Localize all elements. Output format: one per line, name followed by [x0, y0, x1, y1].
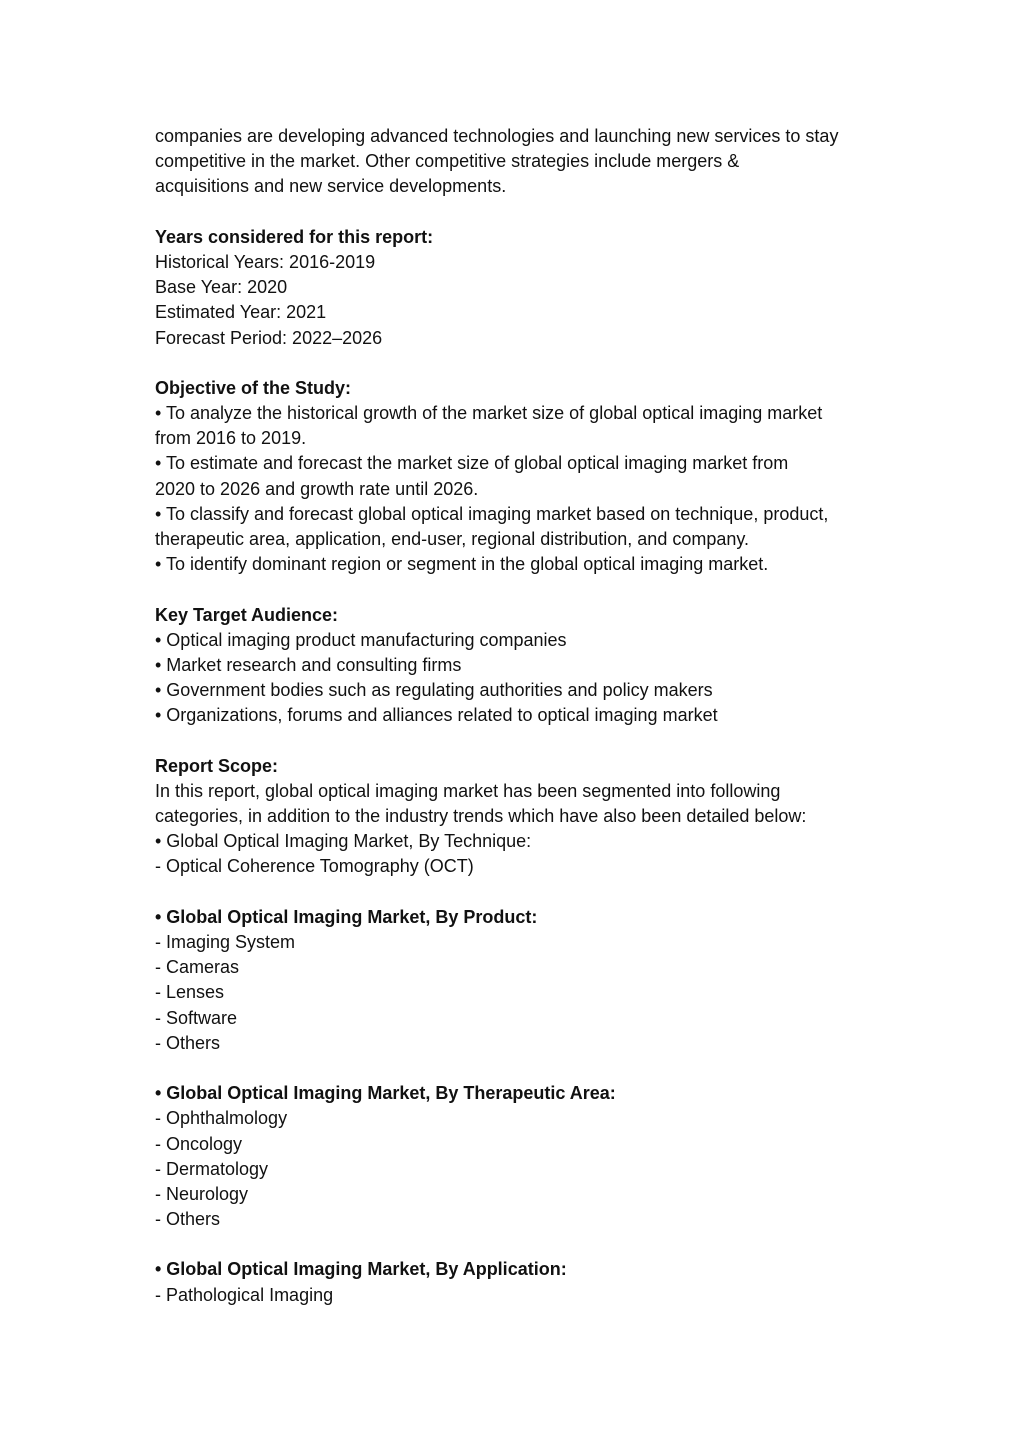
scope-heading: Report Scope:: [155, 755, 279, 776]
application-heading: • Global Optical Imaging Market, By Application:: [155, 1259, 567, 1280]
spacer: [155, 729, 885, 754]
product-item: - Lenses: [155, 982, 225, 1003]
objective-line: • To estimate and forecast the market size of global optical imaging market from: [155, 453, 789, 474]
years-item: Estimated Year: 2021: [155, 302, 327, 323]
therapeutic-item: - Neurology: [155, 1183, 249, 1204]
therapeutic-item: - Dermatology: [155, 1158, 269, 1179]
objective-section: [155, 376, 885, 578]
intro-paragraph: [155, 124, 885, 200]
spacer: [155, 577, 885, 602]
intro-line: acquisitions and new service developments.: [155, 176, 507, 197]
therapeutic-heading: • Global Optical Imaging Market, By Therapeutic Area:: [155, 1083, 616, 1104]
audience-item: • Optical imaging product manufacturing companies: [155, 629, 567, 650]
intro-line: companies are developing advanced technologies and launching new services to stay: [155, 126, 839, 146]
application-section: [155, 1257, 885, 1307]
product-item: - Cameras: [155, 957, 240, 978]
objective-heading: Objective of the Study:: [155, 377, 352, 398]
years-heading: Years considered for this report:: [155, 226, 434, 247]
audience-heading: Key Target Audience:: [155, 604, 339, 625]
spacer: [155, 880, 885, 905]
audience-item: • Market research and consulting firms: [155, 654, 462, 675]
scope-line: In this report, global optical imaging market has been segmented into following: [155, 780, 781, 801]
scope-line: categories, in addition to the industry trends which have also been detailed below:: [155, 806, 807, 827]
spacer: [155, 200, 885, 225]
scope-line: - Optical Coherence Tomography (OCT): [155, 856, 474, 877]
objective-line: therapeutic area, application, end-user, regional distribution, and company.: [155, 529, 750, 549]
product-item: - Others: [155, 1032, 221, 1053]
objective-line: 2020 to 2026 and growth rate until 2026.: [155, 478, 479, 499]
years-item: Forecast Period: 2022–2026: [155, 327, 383, 348]
years-item: Base Year: 2020: [155, 277, 288, 298]
therapeutic-item: - Others: [155, 1209, 221, 1230]
years-section: [155, 225, 885, 351]
intro-line: competitive in the market. Other competitive strategies include mergers &: [155, 151, 740, 172]
objective-line: • To analyze the historical growth of the market size of global optical imaging market: [155, 403, 823, 424]
objective-line: • To identify dominant region or segment in the global optical imaging market.: [155, 554, 769, 575]
product-item: - Software: [155, 1007, 238, 1028]
scope-section: [155, 754, 885, 880]
scope-line: • Global Optical Imaging Market, By Technique:: [155, 831, 532, 852]
therapeutic-item: - Oncology: [155, 1133, 243, 1154]
application-item: - Pathological Imaging: [155, 1284, 334, 1305]
document-page: [155, 124, 885, 1308]
spacer: [155, 351, 885, 376]
audience-section: [155, 603, 885, 729]
objective-line: from 2016 to 2019.: [155, 428, 307, 449]
therapeutic-section: [155, 1081, 885, 1232]
product-item: - Imaging System: [155, 932, 296, 952]
product-section: [155, 905, 885, 1056]
spacer: [155, 1056, 885, 1081]
therapeutic-item: - Ophthalmology: [155, 1108, 288, 1129]
audience-item: • Government bodies such as regulating authorities and policy makers: [155, 680, 713, 701]
objective-line: • To classify and forecast global optical imaging market based on technique, product,: [155, 503, 829, 524]
spacer: [155, 1232, 885, 1257]
years-item: Historical Years: 2016-2019: [155, 251, 376, 272]
product-heading: • Global Optical Imaging Market, By Product:: [155, 906, 538, 927]
audience-item: • Organizations, forums and alliances related to optical imaging market: [155, 705, 718, 726]
